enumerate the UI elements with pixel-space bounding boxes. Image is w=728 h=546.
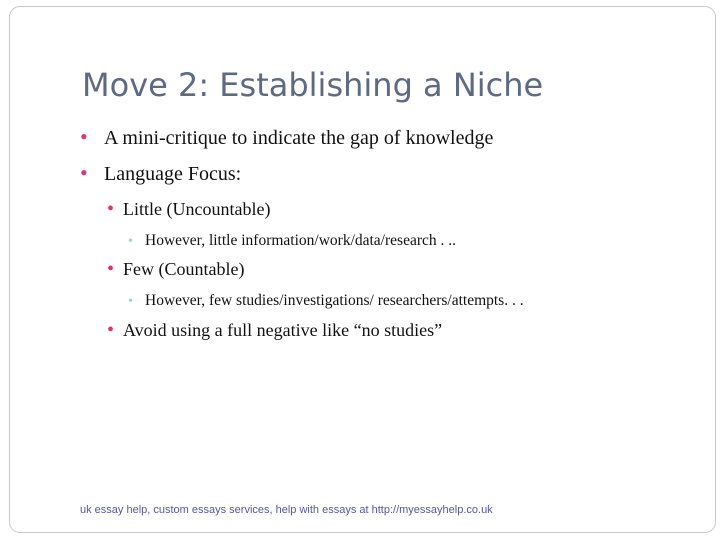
bullet-marker-icon: • <box>80 160 88 185</box>
footer-text: uk essay help, custom essays services, help with essays at http://myessayhelp.co.uk <box>80 504 493 516</box>
bullet-text: Few (Countable) <box>123 259 245 279</box>
bullet-item <box>128 292 524 310</box>
bullet-marker-icon: • <box>107 258 115 280</box>
bullet-item <box>128 232 456 250</box>
bullet-marker-icon: • <box>107 319 115 341</box>
bullet-marker-icon: • <box>80 124 88 149</box>
bullet-marker-icon: • <box>128 294 133 309</box>
bullet-text: Avoid using a full negative like “no studies” <box>123 320 443 340</box>
bullet-item <box>80 126 493 150</box>
bullet-marker-icon: • <box>128 234 133 249</box>
bullet-marker-icon: • <box>107 198 115 220</box>
bullet-item <box>107 259 244 280</box>
slide-title: Move 2: Establishing a Niche <box>82 66 544 104</box>
bullet-text: Language Focus: <box>104 163 242 185</box>
bullet-item <box>80 162 241 186</box>
bullet-text: A mini-critique to indicate the gap of knowledge <box>104 127 494 149</box>
bullet-text: However, few studies/investigations/ researchers/attempts. . . <box>145 292 524 309</box>
bullet-item <box>107 320 442 341</box>
bullet-text: Little (Uncountable) <box>123 199 271 219</box>
bullet-item <box>107 199 270 220</box>
bullet-text: However, little information/work/data/research . .. <box>145 232 456 249</box>
